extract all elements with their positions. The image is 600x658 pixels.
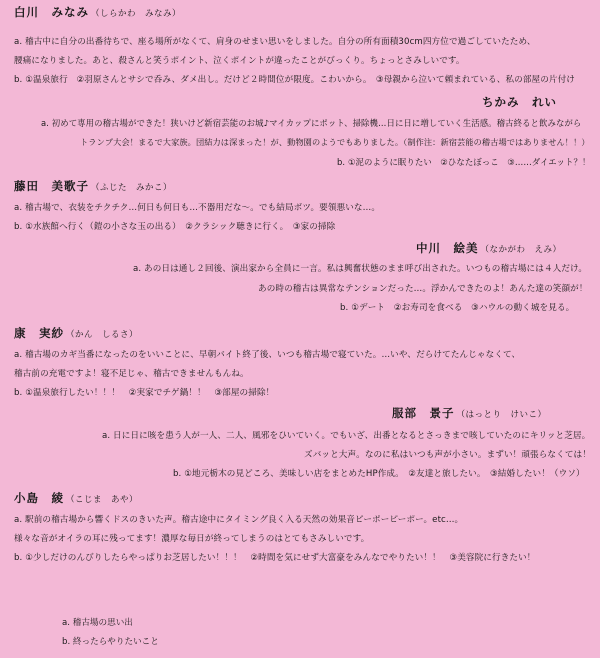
memory-text: 稽古前の充電ですよ！寝不足じゃ、稽古できませんもんね。: [14, 369, 249, 379]
member-kana: （なかがわ えみ）: [480, 245, 562, 255]
member-name-text: 藤田 美歌子: [14, 179, 89, 193]
member-name-text: 小島 綾: [14, 491, 64, 505]
member-name: [416, 240, 562, 256]
member-name-text: 康 実紗: [14, 326, 64, 340]
member-name: [482, 94, 557, 110]
wish-text: b. ①デート ②お寿司を食べる ③ハウルの動く城を見る。: [340, 303, 575, 313]
member-name: [14, 325, 138, 341]
memory-text: トランプ大会！まるで大家族。団結力は深まった！が、動物園のようでもありました。（制作注：新宿芸能の稽古場ではありません！！）: [80, 137, 590, 147]
legend-a: a. 稽古場の思い出: [62, 618, 133, 628]
wish-text: b. ①少しだけのんびりしたらやっぱりお芝居したい！！！ ②時間を気にせず大富豪をみんなでやりたい！！ ③美容院に行きたい！: [14, 553, 536, 563]
wish-text: b. ①温泉旅行したい！！！ ②実家でチゲ鍋！！ ③部屋の掃除！: [14, 388, 275, 398]
legend-b: b. 終ったらやりたいこと: [62, 637, 159, 647]
member-name-text: 服部 景子: [392, 406, 455, 420]
memory-text: あの時の稽古は異常なテンションだった…。浮かんできたのよ！あんた達の笑顔が！: [258, 284, 588, 294]
member-name-text: ちかみ れい: [482, 95, 557, 109]
member-kana: （しらかわ みなみ）: [91, 9, 182, 19]
member-name-text: 白川 みなみ: [14, 5, 89, 19]
memory-text: a. 稽古中に自分の出番待ちで、座る場所がなくて、肩身のせまい思いをしました。自分の所有面積30cm四方位で過ごしていたため、: [14, 37, 536, 47]
member-kana: （はっとり けいこ）: [456, 410, 547, 420]
member-kana: （こじま あや）: [66, 495, 139, 505]
member-kana: （かん しるさ）: [66, 330, 139, 340]
wish-text: b. ①温泉旅行 ②羽原さんとサシで呑み、ダメ出し。だけど２時間位が限度。こわいから。 ③母親から泣いて頼まれている、私の部屋の片付け: [14, 75, 575, 85]
memory-text: a. 初めて専用の稽古場ができた！狭いけど新宿芸能のお城♪マイカップにポット、掃除機…日に日に増していく生活感。稽古終ると飲みながら: [41, 118, 582, 128]
member-kana: （ふじた みかこ）: [91, 183, 173, 193]
memory-text: a. 稽古場のカギ当番になったのをいいことに、早朝バイト終了後、いつも稽古場で寝ていた。…いや、だらけてたんじゃなくて、: [14, 350, 521, 360]
memory-text: a. 稽古場で、衣装をチクチク…何日も何日も…不器用だな〜。でも結局ボツ。要領悪いな…。: [14, 203, 381, 213]
memory-text: a. 駅前の稽古場から響くドスのきいた声。稽古途中にタイミング良く入る天然の効果音ピーポーピーポー。etc…。: [14, 515, 464, 525]
member-name: [14, 490, 138, 506]
memory-text: 様々な音がオイラの耳に残ってます！濃厚な毎日が終ってしまうのはとてもさみしいです。: [14, 534, 370, 544]
member-name-text: 中川 絵美: [416, 241, 479, 255]
wish-text: b. ①地元栃木の見どころ、美味しい店をまとめたHP作成。 ②友達と旅したい。 ③結婚したい！（ウソ）: [173, 469, 585, 479]
member-name: [392, 405, 547, 421]
wish-text: b. ①水族館へ行く（鎧の小さな玉の出る） ②クラシック聴きに行く。 ③家の掃除: [14, 222, 336, 232]
wish-text: b. ①泥のように眠りたい ②ひなたぼっこ ③……ダイエット？！: [337, 157, 591, 167]
member-name: [14, 178, 172, 194]
memory-text: a. あの日は通し２回後、演出家から全員に一言。私は興奮状態のまま呼び出された。いつもの稽古場には４人だけ。: [133, 264, 588, 274]
member-name: [14, 4, 181, 20]
memory-text: a. 日に日に咳を患う人が一人、二人、風邪をひいていく。でもいざ、出番となるとさっきまで咳していたのにキリッと芝居。: [102, 431, 591, 441]
memory-text: 腰痛になりました。あと、殺さんと笑うポイント、泣くポイントが違ったことがびっくり。ちょっとさみしいです。: [14, 56, 465, 66]
memory-text: ズバッと大声。なのに私はいつも声が小さい。まずい！頑張らなくては！: [304, 450, 591, 460]
